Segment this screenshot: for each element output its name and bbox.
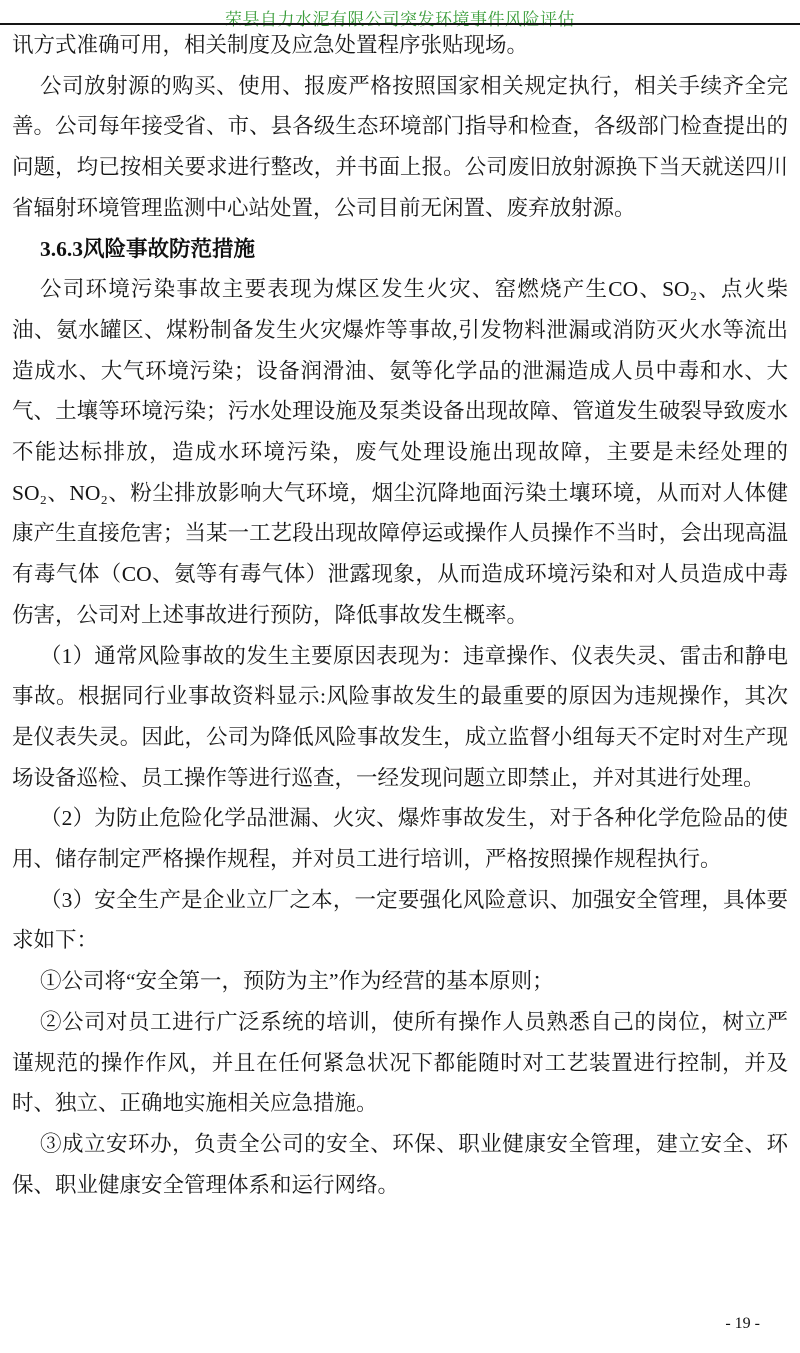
document-body [12, 25, 788, 1205]
paragraph-subitem-3: ③成立安环办，负责全公司的安全、环保、职业健康安全管理，建立安全、环保、职业健康安全管理体系和运行网络。 [12, 1131, 788, 1197]
page-header-title: 荣县自力水泥有限公司突发环境事件风险评估 [225, 10, 575, 29]
paragraph-subitem-1: ①公司将“安全第一，预防为主”作为经营的基本原则； [40, 969, 554, 994]
paragraph-radiation-source: 公司放射源的购买、使用、报废严格按照国家相关规定执行，相关手续齐全完善。公司每年接受省、市、县各级生态环境部门指导和检查，各级部门检查提出的问题，均已按相关要求进行整改，并书面上报。公司废旧放射源换下当天就送四川省辐射环境管理监测中心站处置，公司目前无闲置、废弃放射源。 [12, 73, 788, 220]
section-heading-3-6-3: 3.6.3风险事故防范措施 [40, 236, 256, 261]
paragraph-subitem-2: ②公司对员工进行广泛系统的培训，使所有操作人员熟悉自己的岗位，树立严谨规范的操作作风，并且在任何紧急状况下都能随时对工艺装置进行控制，并及时、独立、正确地实施相关应急措施。 [12, 1009, 788, 1116]
paragraph-continuation: 讯方式准确可用，相关制度及应急处置程序张贴现场。 [12, 33, 529, 57]
paragraph-pollution-accidents: 公司环境污染事故主要表现为煤区发生火灾、窑燃烧产生CO、SO₂、点火柴油、氨水罐区、煤粉制备发生火灾爆炸等事故,引发物料泄漏或消防灭火水等流出造成水、大气环境污染；设备润滑油、氨等化学品的泄漏造成人员中毒和水、大气、土壤等环境污染；污水处理设施及泵类设备出现故障、管道发生破裂导致废水不能达标排放，造成水环境污染，废气处理设施出现故障，主要是未经处理的SO₂、NO₂、粉尘排放影响大气环境，烟尘沉降地面污染土壤环境，从而对人体健康产生直接危害；当某一工艺段出现故障停运或操作人员操作不当时，会出现高温有毒气体（CO、氨等有毒气体）泄露现象，从而造成环境污染和对人员造成中毒伤害，公司对上述事故进行预防，降低事故发生概率。 [12, 277, 788, 627]
paragraph-item-1: （1）通常风险事故的发生主要原因表现为：违章操作、仪表失灵、雷击和静电事故。根据同行业事故资料显示:风险事故发生的最重要的原因为违规操作，其次是仪表失灵。因此，公司为降低风险事故发生，成立监督小组每天不定时对生产现场设备巡检、员工操作等进行巡查，一经发现问题立即禁止，并对其进行处理。 [12, 643, 788, 790]
page-number: - 19 - [725, 1315, 760, 1332]
paragraph-item-2: （2）为防止危险化学品泄漏、火灾、爆炸事故发生，对于各种化学危险品的使用、储存制定严格操作规程，并对员工进行培训，严格按照操作规程执行。 [12, 806, 788, 872]
paragraph-item-3: （3）安全生产是企业立厂之本，一定要强化风险意识、加强安全管理，具体要求如下： [12, 887, 788, 953]
